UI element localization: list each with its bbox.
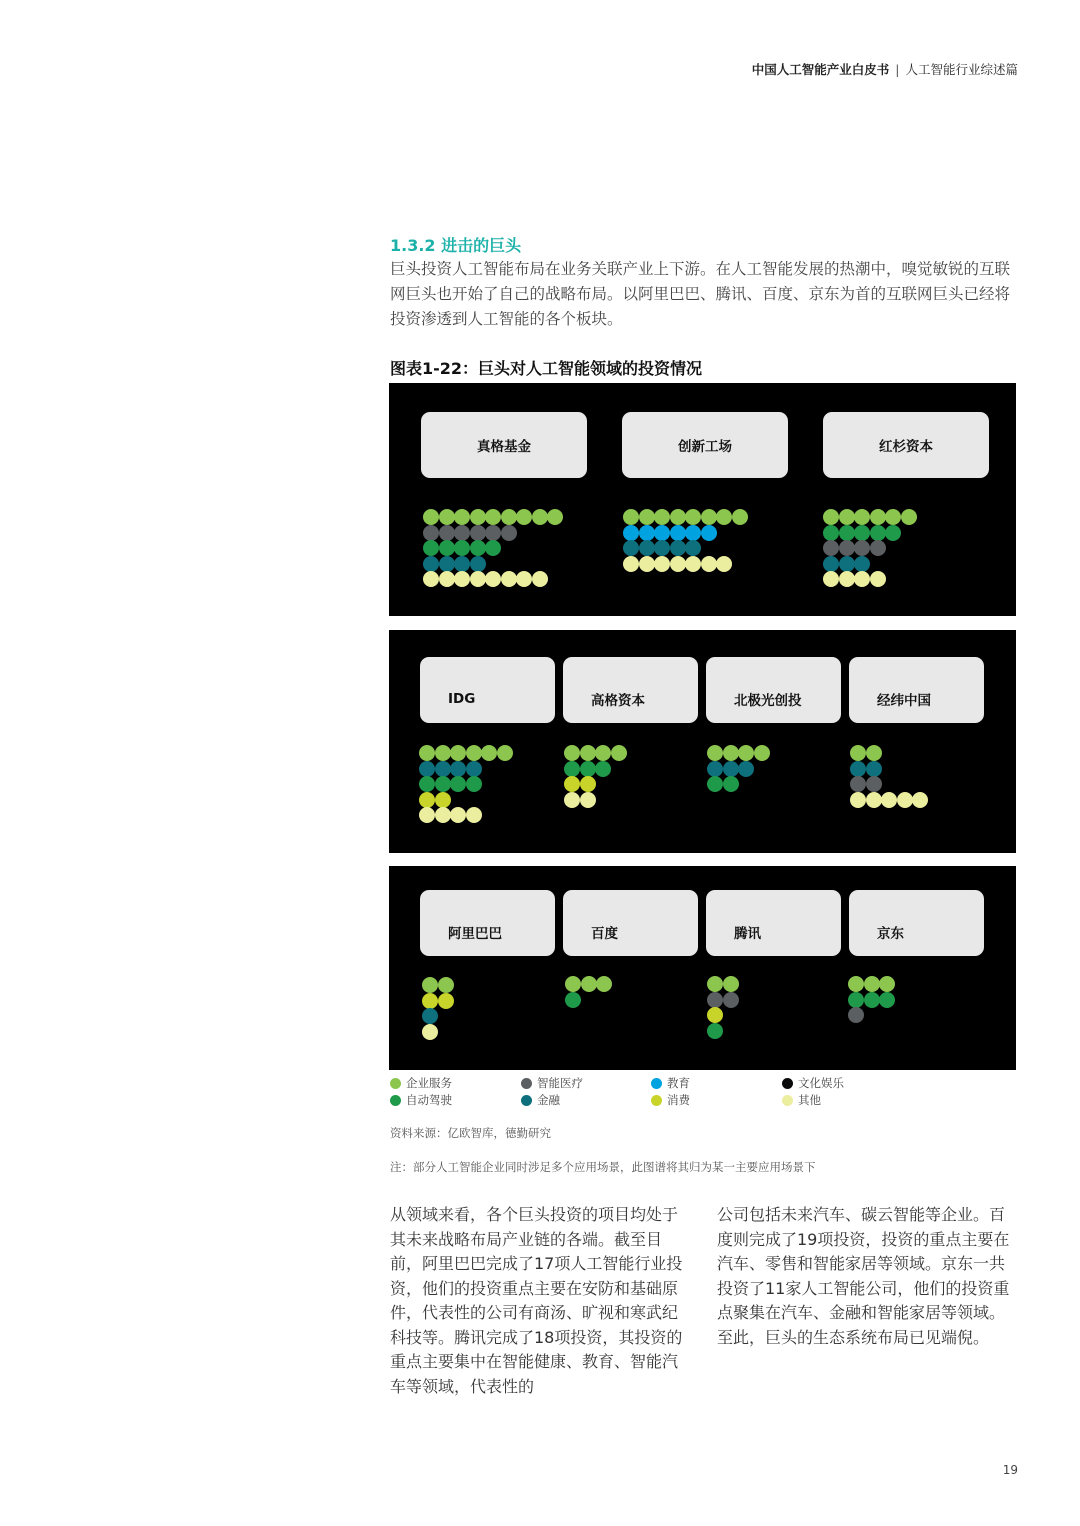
investor-card-hongshan: [823, 412, 989, 478]
investment-dots: [422, 977, 453, 1039]
investment-dot: [454, 525, 470, 541]
dot-row: [707, 745, 769, 761]
legend-item: [521, 1092, 560, 1108]
legend-swatch: [782, 1095, 793, 1106]
investment-dot: [485, 509, 501, 525]
legend-item: [521, 1075, 583, 1091]
dot-row: [848, 976, 895, 992]
investment-dot: [580, 761, 596, 777]
dot-row: [623, 525, 747, 541]
legend-label: 其他: [798, 1093, 821, 1107]
dot-row: [707, 1007, 738, 1023]
investor-name: IDG: [448, 691, 476, 707]
body-column-right: 公司包括未来汽车、碳云智能等企业。百度则完成了19项投资，投资的重点主要在汽车、零售和智能家居等领域。京东一共投资了11家人工智能公司，他们的投资重点聚集在汽车、金融和智能家居等领域。至此，巨头的生态系统布局已见端倪。: [717, 1205, 1010, 1347]
investment-dot: [866, 745, 882, 761]
investment-dot: [501, 509, 517, 525]
page-number: 19: [1002, 1463, 1018, 1477]
dot-row: [419, 776, 512, 792]
dot-row: [565, 992, 612, 1008]
dot-row: [419, 745, 512, 761]
investor-name: 红杉资本: [879, 439, 933, 455]
dot-row: [623, 540, 747, 556]
investment-dot: [879, 976, 895, 992]
investment-dot: [870, 540, 886, 556]
investment-dot: [580, 776, 596, 792]
legend-swatch: [390, 1095, 401, 1106]
investment-dot: [850, 761, 866, 777]
investment-dot: [501, 571, 517, 587]
investor-name: 北极光创投: [734, 693, 802, 709]
dot-row: [850, 776, 928, 792]
investment-dot: [885, 525, 901, 541]
investment-dot: [707, 745, 723, 761]
investment-dot: [450, 776, 466, 792]
investor-card-baidu: [563, 890, 698, 956]
investment-dot: [870, 509, 886, 525]
investment-dot: [435, 807, 451, 823]
legend-swatch: [782, 1078, 793, 1089]
investment-dot: [623, 556, 639, 572]
investor-card-alibaba: [420, 890, 555, 956]
dot-row: [419, 792, 512, 808]
investment-dot: [422, 993, 438, 1009]
dot-row: [707, 976, 738, 992]
investment-dot: [501, 525, 517, 541]
investment-dot: [738, 745, 754, 761]
investment-dot: [723, 745, 739, 761]
investment-dot: [707, 992, 723, 1008]
investment-dot: [654, 540, 670, 556]
investment-dot: [435, 776, 451, 792]
legend-swatch: [521, 1078, 532, 1089]
dot-row: [623, 556, 747, 572]
investment-dot: [885, 509, 901, 525]
investment-dot: [419, 745, 435, 761]
investment-dots: [564, 745, 626, 807]
investment-dot: [454, 540, 470, 556]
dot-row: [419, 807, 512, 823]
investment-dots: [848, 976, 895, 1023]
investment-dot: [580, 745, 596, 761]
investment-dot: [423, 540, 439, 556]
investment-dot: [454, 509, 470, 525]
legend-swatch: [521, 1095, 532, 1106]
investment-dot: [823, 571, 839, 587]
investment-dot: [707, 761, 723, 777]
investment-dot: [723, 776, 739, 792]
investment-dot: [639, 540, 655, 556]
investment-dot: [439, 571, 455, 587]
investment-dot: [565, 976, 581, 992]
investment-dot: [881, 792, 897, 808]
investment-dot: [435, 761, 451, 777]
dot-row: [423, 540, 563, 556]
investment-dot: [435, 745, 451, 761]
figure-note: 注：部分人工智能企业同时涉足多个应用场景，此图谱将其归为某一主要应用场景下: [390, 1160, 816, 1174]
header-separator: |: [895, 62, 900, 77]
investor-panel-giants: [389, 866, 1016, 1070]
investment-dot: [670, 525, 686, 541]
investor-card-beijiguang: [706, 657, 841, 723]
dot-row: [850, 792, 928, 808]
legend-item: [782, 1092, 821, 1108]
investor-name: 真格基金: [477, 439, 531, 455]
investment-dot: [485, 571, 501, 587]
dot-row: [823, 571, 916, 587]
document-title: 中国人工智能产业白皮书: [751, 62, 890, 77]
investment-dot: [654, 556, 670, 572]
investment-dot: [716, 556, 732, 572]
investment-dot: [707, 1007, 723, 1023]
legend-label: 自动驾驶: [406, 1093, 452, 1107]
investor-name: 京东: [877, 926, 904, 942]
investment-dot: [581, 976, 597, 992]
investment-dot: [564, 745, 580, 761]
investment-dot: [654, 509, 670, 525]
investment-dot: [685, 556, 701, 572]
investment-dot: [707, 1023, 723, 1039]
investment-dot: [854, 525, 870, 541]
investment-dot: [466, 745, 482, 761]
investment-dot: [839, 509, 855, 525]
investment-dot: [707, 776, 723, 792]
investment-dots: [623, 509, 747, 571]
investment-dots: [850, 745, 928, 807]
investment-dot: [564, 776, 580, 792]
investment-dot: [654, 525, 670, 541]
dot-row: [823, 540, 916, 556]
dot-row: [823, 556, 916, 572]
investment-dot: [685, 540, 701, 556]
investor-name: 经纬中国: [877, 693, 931, 709]
investor-card-gaoge: [563, 657, 698, 723]
investment-dot: [450, 761, 466, 777]
investor-name: 腾讯: [734, 926, 761, 942]
legend-item: [390, 1092, 452, 1108]
dot-row: [423, 556, 563, 572]
investor-name: 创新工场: [678, 439, 732, 455]
investment-dot: [450, 745, 466, 761]
investment-dot: [723, 761, 739, 777]
investment-dot: [823, 556, 839, 572]
investment-dot: [439, 556, 455, 572]
investment-dot: [848, 1007, 864, 1023]
investment-dot: [435, 792, 451, 808]
investment-dot: [850, 776, 866, 792]
dot-row: [564, 745, 626, 761]
investment-dot: [423, 525, 439, 541]
legend-swatch: [651, 1078, 662, 1089]
investment-dot: [422, 1008, 438, 1024]
investment-dot: [481, 745, 497, 761]
dot-row: [423, 571, 563, 587]
investment-dot: [419, 761, 435, 777]
investment-dot: [854, 509, 870, 525]
investment-dot: [595, 761, 611, 777]
investment-dot: [716, 509, 732, 525]
investment-dot: [639, 556, 655, 572]
dot-row: [565, 976, 612, 992]
legend-item: [782, 1075, 844, 1091]
header-section: 人工智能行业综述篇: [905, 62, 1018, 77]
investment-dot: [595, 745, 611, 761]
dot-row: [850, 745, 928, 761]
investment-dot: [670, 556, 686, 572]
investor-card-zhenge: [421, 412, 587, 478]
investment-dot: [564, 792, 580, 808]
investment-dot: [854, 571, 870, 587]
investment-dot: [823, 540, 839, 556]
investment-dot: [454, 571, 470, 587]
section-title: 1.3.2 进击的巨头: [390, 236, 522, 255]
dot-row: [423, 525, 563, 541]
investment-dot: [580, 792, 596, 808]
investment-dot: [839, 540, 855, 556]
body-column-left: 从领域来看，各个巨头投资的项目均处于其未来战略布局产业链的各端。截至目前，阿里巴巴完成了17项人工智能行业投资，他们的投资重点主要在安防和基础原件，代表性的公司有商汤、旷视和寒武纪科技等。腾讯完成了18项投资，其投资的重点主要集中在智能健康、教育、智能汽车等领域，代表性的: [390, 1205, 683, 1396]
investment-dot: [823, 525, 839, 541]
dot-row: [564, 792, 626, 808]
investment-dot: [564, 761, 580, 777]
legend-label: 企业服务: [406, 1076, 452, 1090]
investment-dot: [419, 776, 435, 792]
investment-dot: [707, 976, 723, 992]
investment-dot: [422, 977, 438, 993]
figure-source: 资料来源：亿欧智库，德勤研究: [390, 1126, 551, 1140]
investment-dot: [485, 525, 501, 541]
investment-dot: [419, 792, 435, 808]
investment-dot: [623, 525, 639, 541]
investment-dot: [732, 509, 748, 525]
legend-item: [390, 1075, 452, 1091]
legend-label: 教育: [667, 1076, 690, 1090]
dot-row: [850, 761, 928, 777]
investor-panel-vc-2: [389, 630, 1016, 853]
investment-dot: [439, 525, 455, 541]
dot-row: [823, 525, 916, 541]
investment-dot: [470, 525, 486, 541]
investment-dot: [565, 992, 581, 1008]
investment-dot: [897, 792, 913, 808]
investment-dot: [701, 556, 717, 572]
dot-row: [422, 1024, 453, 1040]
investment-dot: [850, 745, 866, 761]
investment-dot: [901, 509, 917, 525]
investment-dot: [611, 745, 627, 761]
investment-dot: [450, 807, 466, 823]
investor-name: 高格资本: [591, 693, 645, 709]
investment-dot: [485, 540, 501, 556]
investment-dot: [839, 556, 855, 572]
investment-dots: [707, 976, 738, 1038]
investment-dot: [423, 556, 439, 572]
investment-dot: [596, 976, 612, 992]
investor-card-tencent: [706, 890, 841, 956]
dot-row: [419, 761, 512, 777]
investment-dots: [565, 976, 612, 1007]
investment-dot: [423, 571, 439, 587]
investment-dot: [823, 509, 839, 525]
investment-dots: [707, 745, 769, 792]
investment-dot: [723, 976, 739, 992]
investment-dot: [466, 761, 482, 777]
dot-row: [422, 1008, 453, 1024]
investment-dot: [497, 745, 513, 761]
dot-row: [423, 509, 563, 525]
investment-dot: [864, 976, 880, 992]
investor-card-idg: [420, 657, 555, 723]
investment-dot: [839, 525, 855, 541]
running-header: [752, 60, 1018, 78]
investment-dot: [866, 761, 882, 777]
investment-dot: [854, 540, 870, 556]
investment-dot: [516, 509, 532, 525]
investment-dot: [754, 745, 770, 761]
investment-dot: [547, 509, 563, 525]
figure-title: 图表1-22：巨头对人工智能领域的投资情况: [390, 359, 703, 378]
dot-row: [707, 992, 738, 1008]
investment-dot: [466, 807, 482, 823]
dot-row: [623, 509, 747, 525]
legend-label: 金融: [537, 1093, 560, 1107]
investment-dot: [701, 525, 717, 541]
legend-swatch: [390, 1078, 401, 1089]
investor-panel-vc-1: [389, 383, 1016, 616]
investment-dot: [866, 792, 882, 808]
dot-row: [564, 776, 626, 792]
dot-row: [564, 761, 626, 777]
investment-dot: [639, 509, 655, 525]
investor-card-jingwei: [849, 657, 984, 723]
investment-dot: [454, 556, 470, 572]
legend-item: [651, 1092, 690, 1108]
investment-dot: [438, 977, 454, 993]
investment-dot: [470, 509, 486, 525]
legend-swatch: [651, 1095, 662, 1106]
investment-dots: [419, 745, 512, 823]
dot-row: [823, 509, 916, 525]
investment-dot: [623, 509, 639, 525]
legend-label: 文化娱乐: [798, 1076, 844, 1090]
investment-dot: [723, 992, 739, 1008]
dot-row: [707, 1023, 738, 1039]
dot-row: [707, 776, 769, 792]
investment-dot: [866, 776, 882, 792]
investment-dot: [639, 525, 655, 541]
dot-row: [848, 992, 895, 1008]
investment-dot: [912, 792, 928, 808]
investor-name: 百度: [591, 926, 618, 942]
investment-dot: [738, 761, 754, 777]
investment-dot: [470, 556, 486, 572]
investment-dot: [419, 807, 435, 823]
investment-dot: [439, 540, 455, 556]
investor-name: 阿里巴巴: [448, 926, 502, 942]
investment-dot: [670, 540, 686, 556]
dot-row: [422, 977, 453, 993]
investment-dot: [670, 509, 686, 525]
investment-dot: [850, 792, 866, 808]
investment-dot: [422, 1024, 438, 1040]
investment-dots: [423, 509, 563, 587]
investment-dot: [532, 571, 548, 587]
investment-dot: [470, 540, 486, 556]
investment-dot: [423, 509, 439, 525]
dot-row: [707, 761, 769, 777]
investment-dot: [879, 992, 895, 1008]
investment-dot: [870, 525, 886, 541]
legend-label: 消费: [667, 1093, 690, 1107]
investment-dot: [439, 509, 455, 525]
investment-dot: [685, 525, 701, 541]
dot-row: [422, 993, 453, 1009]
investment-dot: [532, 509, 548, 525]
investment-dot: [466, 776, 482, 792]
investment-dot: [870, 571, 886, 587]
investment-dot: [516, 571, 532, 587]
legend-item: [651, 1075, 690, 1091]
investment-dot: [864, 992, 880, 1008]
investment-dot: [470, 571, 486, 587]
investor-card-chuangxin: [622, 412, 788, 478]
legend-label: 智能医疗: [537, 1076, 583, 1090]
dot-row: [848, 1007, 895, 1023]
investment-dot: [848, 976, 864, 992]
investment-dot: [623, 540, 639, 556]
section-intro: 巨头投资人工智能布局在业务关联产业上下游。在人工智能发展的热潮中，嗅觉敏锐的互联网巨头也开始了自己的战略布局。以阿里巴巴、腾讯、百度、京东为首的互联网巨头已经将投资渗透到人工智能的各个板块。: [390, 260, 1011, 328]
investment-dot: [848, 992, 864, 1008]
investment-dot: [438, 993, 454, 1009]
investor-card-jd: [849, 890, 984, 956]
investment-dot: [685, 509, 701, 525]
investment-dot: [701, 509, 717, 525]
investment-dot: [854, 556, 870, 572]
investment-dots: [823, 509, 916, 587]
investment-dot: [839, 571, 855, 587]
